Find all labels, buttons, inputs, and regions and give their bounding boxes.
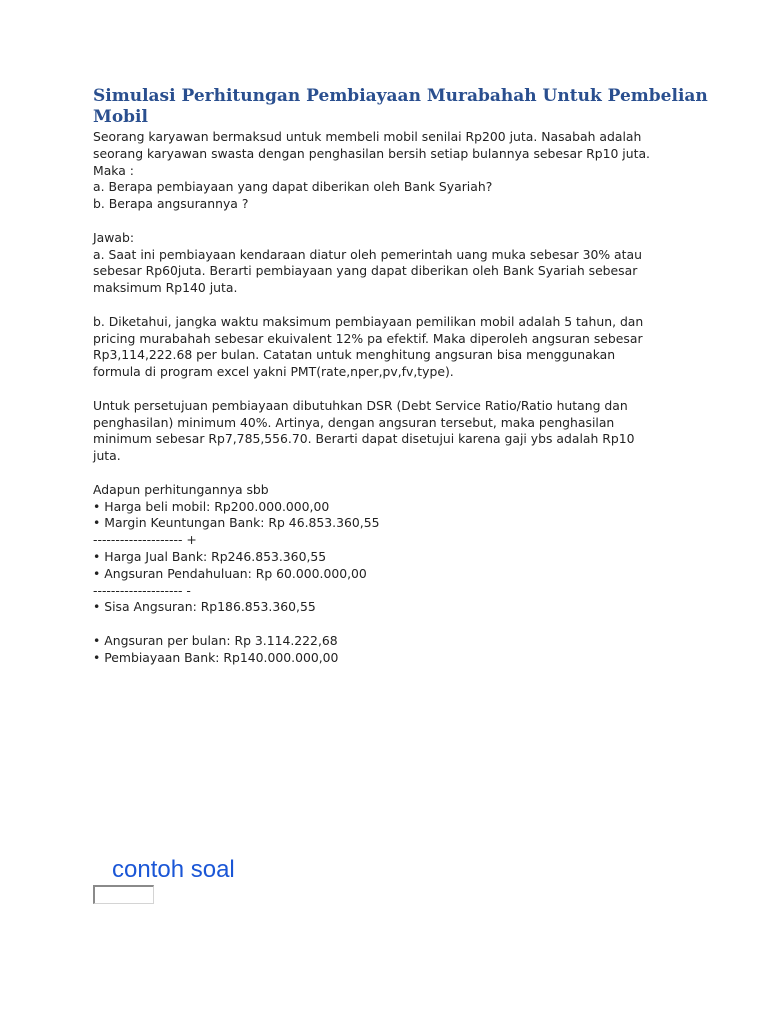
article-body: [93, 129, 713, 667]
contoh-soal-link[interactable]: contoh soal: [112, 856, 235, 883]
body-line: Jawab:: [93, 229, 135, 245]
body-line: Seorang karyawan bermaksud untuk membeli mobil senilai Rp200 juta. Nasabah adalah: [93, 129, 642, 144]
body-line: sebesar Rp60juta. Berarti pembiayaan yang dapat diberikan oleh Bank Syariah sebesar: [93, 263, 638, 279]
body-line: seorang karyawan swasta dengan penghasilan bersih setiap bulannya sebesar Rp10 juta.: [93, 145, 650, 161]
body-line: [93, 213, 713, 230]
body-line: maksimum Rp140 juta.: [93, 280, 238, 296]
body-line: minimum sebesar Rp7,785,556.70. Berarti dapat disetujui karena gaji ybs adalah Rp10: [93, 431, 635, 447]
body-line: [93, 616, 713, 633]
body-line: -------------------- -: [93, 582, 191, 598]
body-line: • Margin Keuntungan Bank: Rp 46.853.360,55: [93, 515, 380, 531]
article-title: Simulasi Perhitungan Pembiayaan Murabahah Untuk Pembelian Mobil: [93, 86, 708, 127]
body-line: penghasilan) minimum 40%. Artinya, dengan angsuran tersebut, maka penghasilan: [93, 414, 615, 430]
body-line: juta.: [93, 448, 121, 464]
body-line: [93, 297, 713, 314]
body-line: • Harga Jual Bank: Rp246.853.360,55: [93, 548, 327, 564]
body-line: • Pembiayaan Bank: Rp140.000.000,00: [93, 649, 339, 665]
body-line: • Angsuran Pendahuluan: Rp 60.000.000,00: [93, 565, 367, 581]
body-line: [93, 465, 713, 482]
body-line: a. Saat ini pembiayaan kendaraan diatur oleh pemerintah uang muka sebesar 30% atau: [93, 246, 642, 262]
body-line: [93, 381, 713, 398]
body-line: Adapun perhitungannya sbb: [93, 481, 269, 497]
body-line: Maka :: [93, 162, 134, 178]
body-line: formula di program excel yakni PMT(rate,nper,pv,fv,type).: [93, 364, 454, 380]
body-line: • Harga beli mobil: Rp200.000.000,00: [93, 498, 330, 514]
body-line: • Sisa Angsuran: Rp186.853.360,55: [93, 599, 316, 615]
body-line: b. Diketahui, jangka waktu maksimum pembiayaan pemilikan mobil adalah 5 tahun, dan: [93, 313, 644, 329]
empty-input-box[interactable]: [93, 885, 154, 904]
body-line: Rp3,114,222.68 per bulan. Catatan untuk menghitung angsuran bisa menggunakan: [93, 347, 616, 363]
body-line: a. Berapa pembiayaan yang dapat diberikan oleh Bank Syariah?: [93, 179, 493, 195]
body-line: b. Berapa angsurannya ?: [93, 196, 249, 212]
body-line: • Angsuran per bulan: Rp 3.114.222,68: [93, 632, 338, 648]
link-row: [112, 855, 235, 885]
body-line: pricing murabahah sebesar ekuivalent 12% pa efektif. Maka diperoleh angsuran sebesar: [93, 330, 643, 346]
body-line: -------------------- +: [93, 532, 197, 548]
body-line: Untuk persetujuan pembiayaan dibutuhkan DSR (Debt Service Ratio/Ratio hutang dan: [93, 397, 628, 413]
